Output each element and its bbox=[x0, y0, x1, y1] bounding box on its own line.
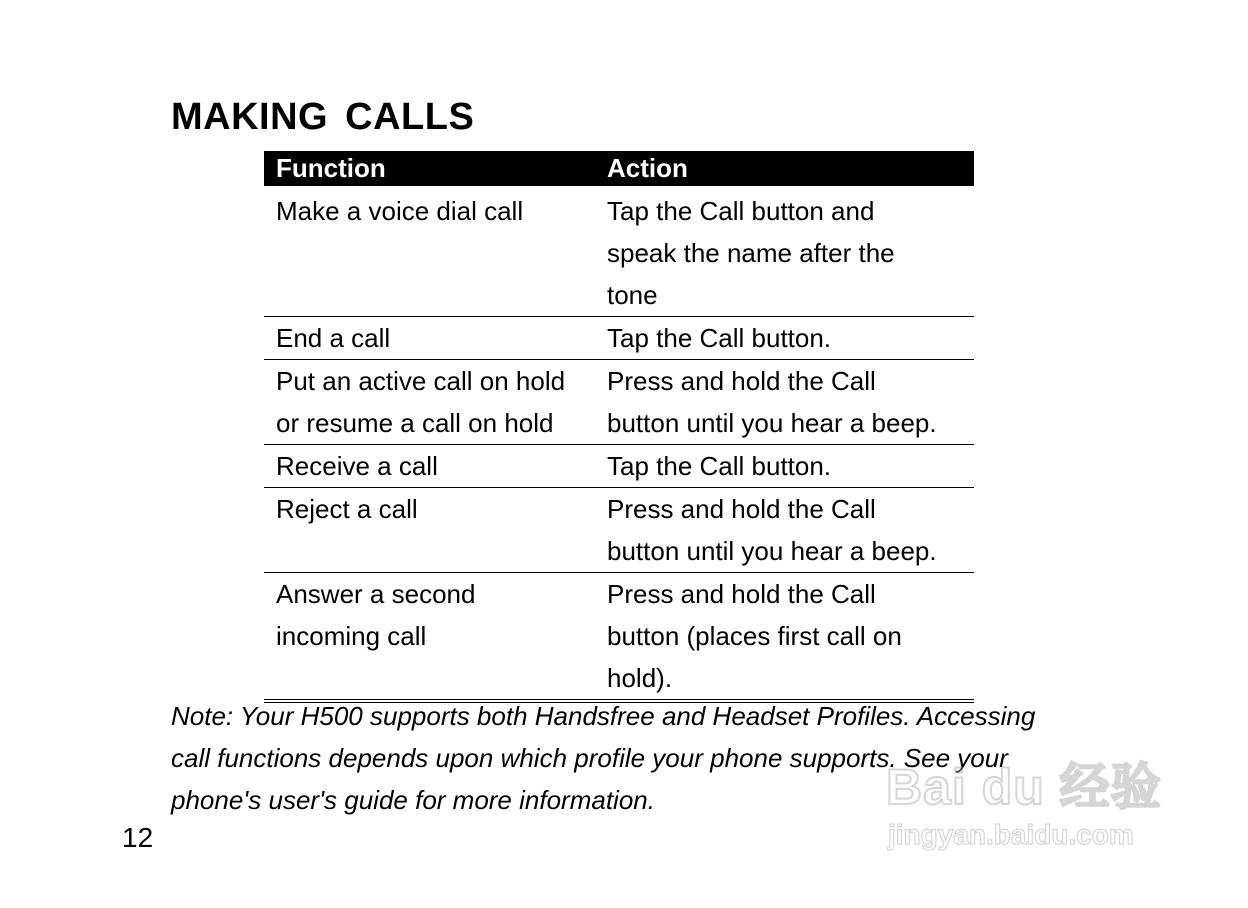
cell-line: button until you hear a beep. bbox=[607, 536, 937, 566]
table-header-row bbox=[264, 151, 974, 186]
action-cell bbox=[595, 488, 974, 573]
action-cell bbox=[595, 186, 974, 317]
action-cell bbox=[595, 445, 974, 488]
function-cell bbox=[264, 445, 595, 488]
function-column-header: Function bbox=[264, 151, 595, 186]
action-cell bbox=[595, 317, 974, 360]
table-row bbox=[264, 488, 974, 573]
table-row bbox=[264, 445, 974, 488]
cell-line: Answer a second bbox=[276, 579, 476, 609]
function-cell bbox=[264, 488, 595, 573]
cell-line: hold). bbox=[607, 663, 673, 693]
note-line: phone's user's guide for more information. bbox=[171, 785, 655, 815]
function-cell bbox=[264, 186, 595, 317]
cell-line: Press and hold the Call bbox=[607, 494, 876, 524]
action-column-header: Action bbox=[595, 151, 974, 186]
cell-line: Tap the Call button. bbox=[607, 323, 832, 353]
note-line: call functions depends upon which profile your phone supports. See your bbox=[171, 743, 1008, 773]
table-row bbox=[264, 360, 974, 445]
watermark-url: jingyan.baidu.com bbox=[888, 819, 1134, 850]
cell-line: Make a voice dial call bbox=[276, 196, 524, 226]
cell-line: tone bbox=[607, 280, 658, 310]
table-row bbox=[264, 573, 974, 702]
action-cell bbox=[595, 573, 974, 702]
cell-line: Reject a call bbox=[276, 494, 418, 524]
cell-line: speak the name after the bbox=[607, 238, 895, 268]
making-calls-table bbox=[264, 151, 974, 703]
cell-line: Press and hold the Call bbox=[607, 579, 876, 609]
cell-line: incoming call bbox=[276, 621, 427, 651]
cell-line: or resume a call on hold bbox=[276, 408, 554, 438]
cell-line: Tap the Call button and bbox=[607, 196, 875, 226]
cell-line: button (places first call on bbox=[607, 621, 902, 651]
cell-line: Tap the Call button. bbox=[607, 451, 832, 481]
function-cell bbox=[264, 317, 595, 360]
page-title: MAKING CALLS bbox=[171, 96, 475, 138]
table-row bbox=[264, 186, 974, 317]
page-number: 12 bbox=[122, 822, 154, 853]
table-row bbox=[264, 317, 974, 360]
note-line: Note: Your H500 supports both Handsfree and Headset Profiles. Accessing bbox=[171, 701, 1036, 731]
function-cell bbox=[264, 573, 595, 702]
function-cell bbox=[264, 360, 595, 445]
baidu-watermark bbox=[886, 758, 1176, 858]
watermark-brand: Bai du 经验 bbox=[886, 759, 1162, 815]
cell-line: Receive a call bbox=[276, 451, 438, 481]
cell-line: button until you hear a beep. bbox=[607, 408, 937, 438]
cell-line: Put an active call on hold bbox=[276, 366, 566, 396]
cell-line: End a call bbox=[276, 323, 391, 353]
cell-line: Press and hold the Call bbox=[607, 366, 876, 396]
action-cell bbox=[595, 360, 974, 445]
